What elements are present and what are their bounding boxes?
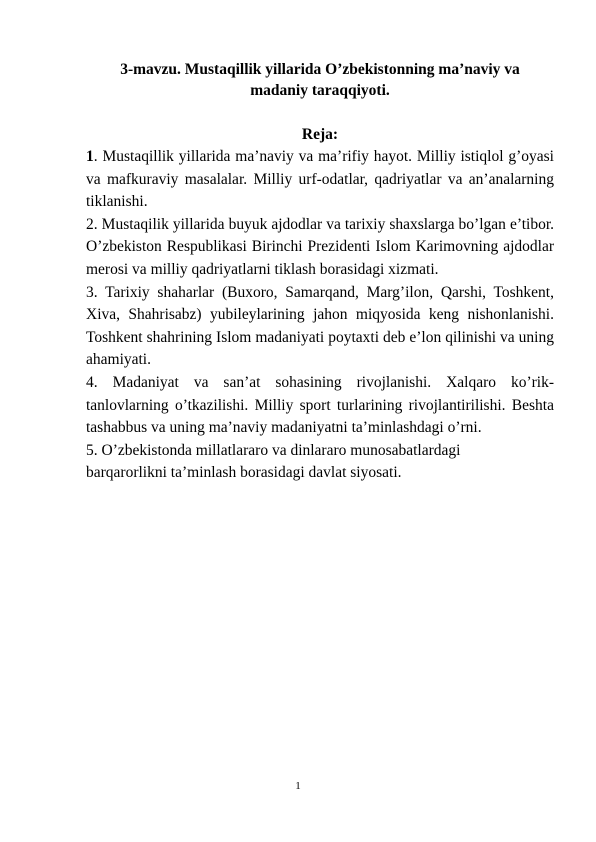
plan-item-4 — [86, 372, 554, 440]
plan-item-number: 2. — [86, 215, 98, 233]
plan-list — [86, 146, 554, 485]
plan-item-number: 3. — [86, 283, 98, 301]
title-line-1: 3-mavzu. Mustaqillik yillarida O’zbekistonning ma’naviy va — [120, 61, 520, 78]
plan-heading: Reja: — [301, 126, 339, 143]
plan-item-text: Tarixiy shaharlar (Buxoro, Samarqand, Marg’ilon, Qarshi, Toshkent, Xiva, Shahrisabz) yubileylarining jahon miqyosida keng nishonlanishi. Toshkent shahrining Islom madaniyati poytaxti deb e’lon qilinishi va uning ahamiyati. — [86, 283, 554, 369]
plan-item-text: Madaniyat va san’at sohasining rivojlanishi. Xalqaro ko’rik-tanlovlarning o’tkazilishi. Milliy sport turlarining rivojlantirilishi. Beshta tashabbus va uning ma’naviy madaniyatni ta’minlashdagi o’rni. — [86, 373, 554, 437]
plan-item-text: . Mustaqillik yillarida ma’naviy va ma’rifiy hayot. Milliy istiqlol g’oyasi va mafkuraviy masalalar. Milliy urf-odatlar, qadriyatlar va an’analarning tiklanishi. — [86, 148, 554, 211]
page-number: 1 — [295, 780, 301, 792]
page-title — [84, 59, 556, 101]
plan-item-text-line-2: barqarorlikni ta’minlash borasidagi davlat siyosati. — [86, 464, 402, 482]
title-line-2: madaniy taraqqiyoti. — [250, 82, 390, 99]
plan-item-number: 5. — [86, 441, 98, 459]
plan-item-5 — [86, 440, 554, 485]
plan-item-number: 1 — [86, 148, 94, 165]
plan-item-number: 4. — [86, 373, 98, 391]
plan-item-3 — [86, 282, 554, 372]
plan-item-1 — [86, 146, 554, 214]
plan-item-text-line-1: O’zbekistonda millatlararo va dinlararo munosabatlardagi — [97, 441, 461, 459]
plan-item-text: Mustaqilik yillarida buyuk ajdodlar va tarixiy shaxslarga bo’lgan e’tibor. O’zbekiston Respublikasi Birinchi Prezidenti Islom Karimovning ajdodlar merosi va milliy qadriyatlarni tiklash borasidagi xizmati. — [86, 215, 554, 278]
plan-item-2 — [86, 214, 554, 282]
